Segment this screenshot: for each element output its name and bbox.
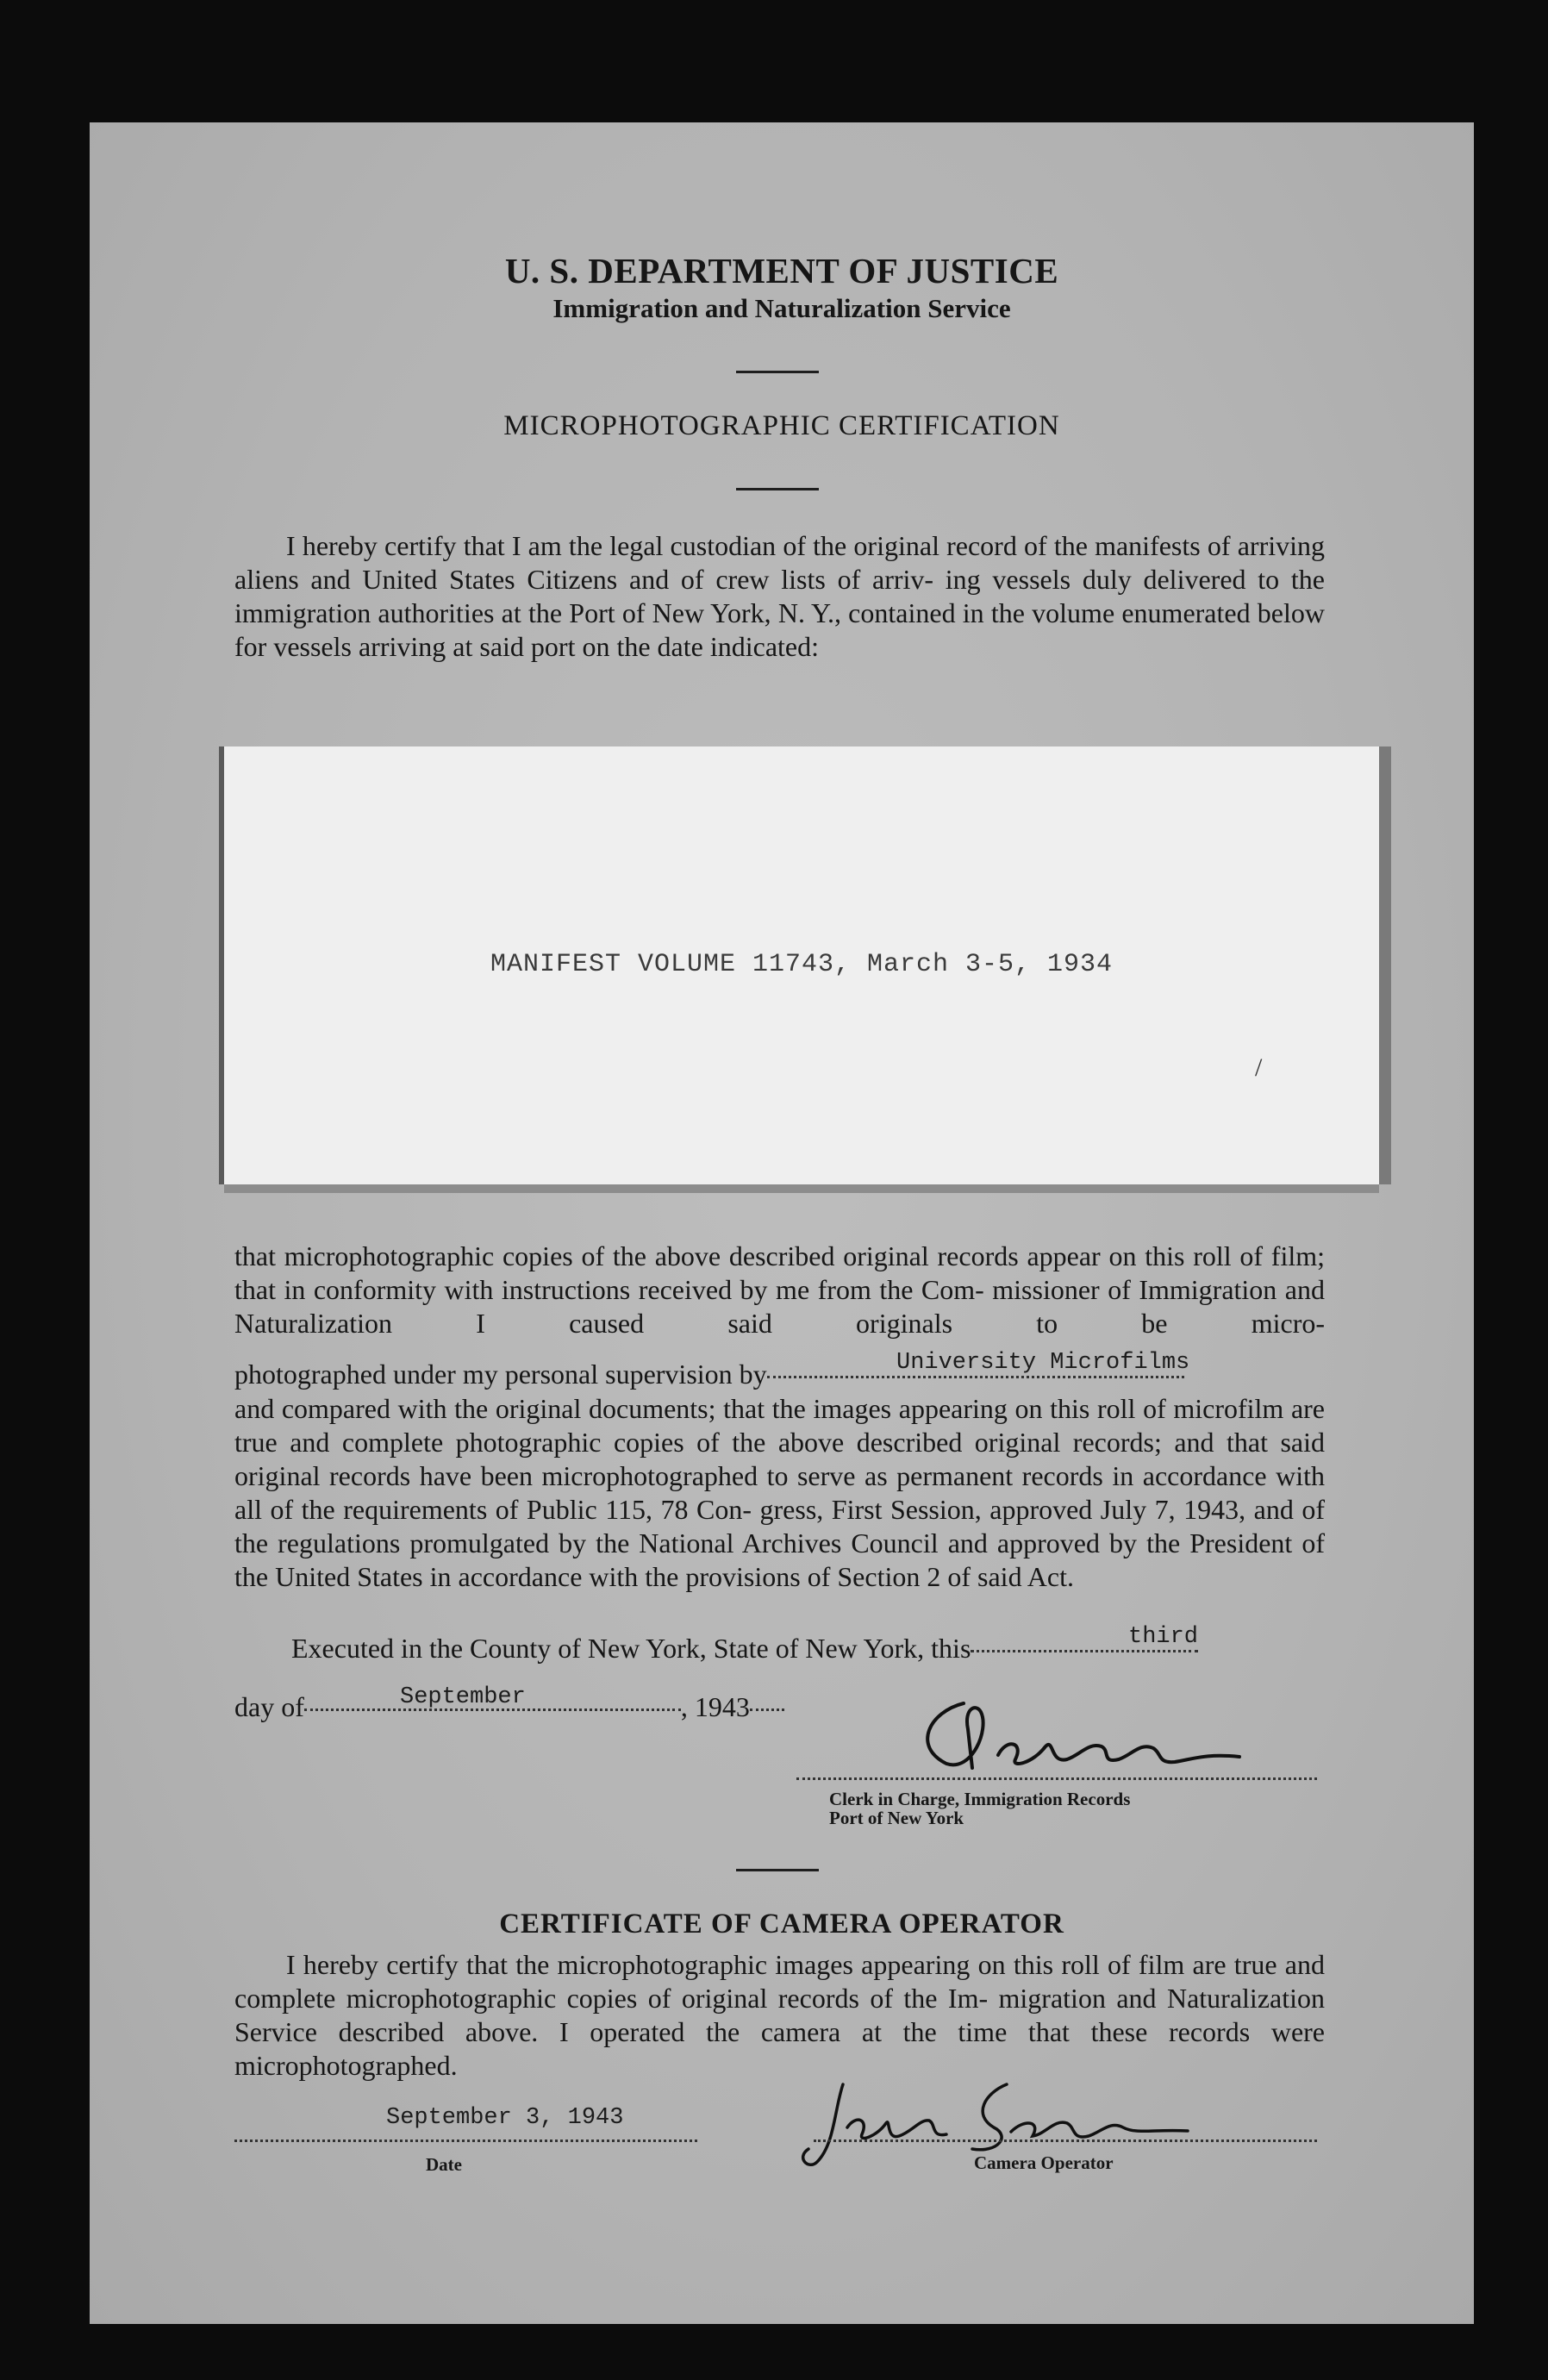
divider [736,371,819,373]
camera-operator-title: CERTIFICATE OF CAMERA OPERATOR [499,1908,1064,1940]
camera-date-line [234,2140,697,2142]
insert-mark: / [1255,1053,1263,1082]
day-dotted-line [971,1650,1198,1652]
month-value: September [400,1684,526,1710]
clerk-title-line1: Clerk in Charge, Immigration Records [829,1789,1131,1809]
camera-paragraph: I hereby certify that the microphotographic images appearing on this roll of film are true and complete microphotographic copies of original records of the Im- migration and Naturalization Service described above. I operated the camera at the time that these records were microphotographed. [234,1949,1325,2081]
body-paragraph-1: that microphotographic copies of the above described original records appear on this roll of film; that in conformity with instructions received by me from the Com- missioner of Immigration and Naturalization I caused said originals to be micro- [234,1240,1325,1339]
year-prefix: , 194 [680,1691,736,1722]
year-dotted-line [750,1708,784,1711]
department-heading: U. S. DEPARTMENT OF JUSTICE [504,251,1059,290]
supervision-prefix: photographed under my personal supervision by [234,1359,767,1390]
camera-operator-label: Camera Operator [974,2152,1114,2173]
clerk-signature-line [796,1777,1317,1780]
divider [736,1869,819,1871]
divider [736,488,819,490]
camera-date-label: Date [426,2154,462,2175]
camera-date-value: September 3, 1943 [386,2105,624,2131]
manifest-volume-text: MANIFEST VOLUME 11743, March 3-5, 1934 [490,950,1114,979]
year-digit: 3 [735,1691,750,1722]
service-subheading: Immigration and Naturalization Service [552,293,1011,323]
supervisor-value: University Microfilms [896,1350,1190,1376]
intro-paragraph: I hereby certify that I am the legal custodian of the original record of the manifests of arriving aliens and United States Citizens and of crew lists of arriv- ing vessels duly delivered to the immigration authorities at the Port of New York, N. Y., contained in the volume enumerated below for vessels arriving at said port on the date indicated: [234,530,1325,662]
manifest-volume-insert [224,746,1379,1184]
clerk-signature [895,1695,1257,1781]
day-of-label: day of [234,1691,304,1722]
certificate-page [90,122,1474,2324]
body-paragraph-2: and compared with the original documents; that the images appearing on this roll of microfilm are true and complete photographic copies of the above described original records; and that said original records have been microphotographed to serve as permanent records in accordance with all of the requirements of Public 115, 78 Con- gress, First Session, approved July 7, 1943, and of the regulations promulgated by the National Archives Council and approved by the President of the United States in accordance with the provisions of Section 2 of said Act. [234,1393,1325,1592]
camera-operator-line [814,2140,1317,2142]
clerk-title-line2: Port of New York [829,1808,964,1828]
execution-prefix: Executed in the County of New York, State of New York, this [291,1633,971,1664]
certification-title: MICROPHOTOGRAPHIC CERTIFICATION [503,410,1060,441]
supervisor-dotted-line [767,1376,1184,1378]
execution-line [291,1633,1198,1665]
day-value: third [1128,1624,1199,1650]
